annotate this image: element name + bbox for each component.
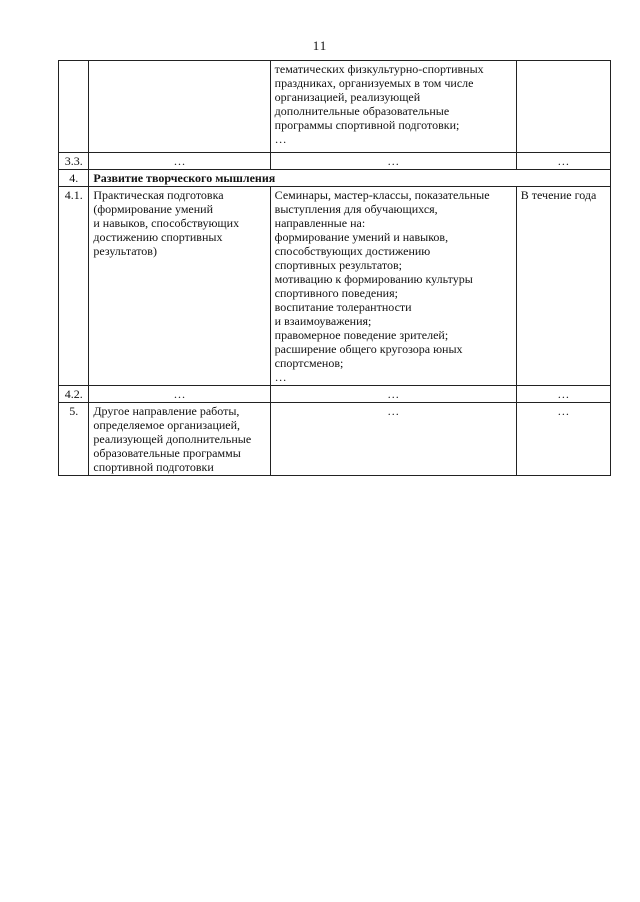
name-line: Практическая подготовка xyxy=(93,188,224,202)
row-number: 4.1. xyxy=(59,187,89,386)
table-row-section-4 xyxy=(59,170,611,187)
name-line: образовательные программы xyxy=(93,446,241,460)
content-line: праздниках, организуемых в том числе xyxy=(274,76,474,90)
table-row-continuation xyxy=(59,61,611,153)
row-timing xyxy=(516,61,610,153)
content-line: направленные на: xyxy=(274,216,366,230)
content-line: спортсменов; xyxy=(274,356,344,370)
content-line: способствующих достижению xyxy=(274,244,431,258)
content-line: спортивных результатов; xyxy=(274,258,403,272)
row-activity-name xyxy=(89,187,270,386)
row-activity-name xyxy=(89,403,270,476)
content-line: тематических физкультурно-спортивных xyxy=(274,62,484,76)
content-line: организацией, реализующей xyxy=(274,90,421,104)
events-plan-table xyxy=(58,60,611,476)
content-line: программы спортивной подготовки; xyxy=(274,118,460,132)
row-activity-content xyxy=(270,61,516,153)
section-title: Развитие творческого мышления xyxy=(89,170,611,187)
content-line: воспитание толерантности xyxy=(274,300,412,314)
table-row-3-3 xyxy=(59,153,611,170)
row-timing: В течение года xyxy=(516,187,610,386)
name-line: Другое направление работы, xyxy=(93,404,240,418)
row-activity-content xyxy=(270,187,516,386)
content-line: … xyxy=(274,370,287,384)
content-line: Семинары, мастер-классы, показательные xyxy=(274,188,490,202)
name-line: (формирование умений xyxy=(93,202,214,216)
row-timing: … xyxy=(516,386,610,403)
content-line: и взаимоуважения; xyxy=(274,314,372,328)
table-row-5 xyxy=(59,403,611,476)
row-number: 4.2. xyxy=(59,386,89,403)
name-line: реализующей дополнительные xyxy=(93,432,252,446)
content-line: спортивного поведения; xyxy=(274,286,398,300)
row-activity-content: … xyxy=(270,403,516,476)
row-activity-name xyxy=(89,61,270,153)
table-row-4-2 xyxy=(59,386,611,403)
row-activity-name: … xyxy=(89,386,270,403)
name-line: достижению спортивных xyxy=(93,230,223,244)
name-line: и навыков, способствующих xyxy=(93,216,240,230)
row-timing: … xyxy=(516,403,610,476)
content-line: формирование умений и навыков, xyxy=(274,230,449,244)
row-number: 5. xyxy=(59,403,89,476)
row-activity-content: … xyxy=(270,153,516,170)
page-number: 11 xyxy=(312,38,328,53)
table-row-4-1 xyxy=(59,187,611,386)
content-line: правомерное поведение зрителей; xyxy=(274,328,449,342)
content-line: … xyxy=(274,132,287,146)
content-line: выступления для обучающихся, xyxy=(274,202,438,216)
name-line: спортивной подготовки xyxy=(93,460,214,474)
content-line: дополнительные образовательные xyxy=(274,104,450,118)
row-number xyxy=(59,61,89,153)
name-line: результатов) xyxy=(93,244,157,258)
row-activity-name: … xyxy=(89,153,270,170)
row-activity-content: … xyxy=(270,386,516,403)
section-number: 4. xyxy=(59,170,89,187)
content-line: мотивацию к формированию культуры xyxy=(274,272,473,286)
row-number: 3.3. xyxy=(59,153,89,170)
name-line: определяемое организацией, xyxy=(93,418,241,432)
content-line: расширение общего кругозора юных xyxy=(274,342,463,356)
row-timing: … xyxy=(516,153,610,170)
